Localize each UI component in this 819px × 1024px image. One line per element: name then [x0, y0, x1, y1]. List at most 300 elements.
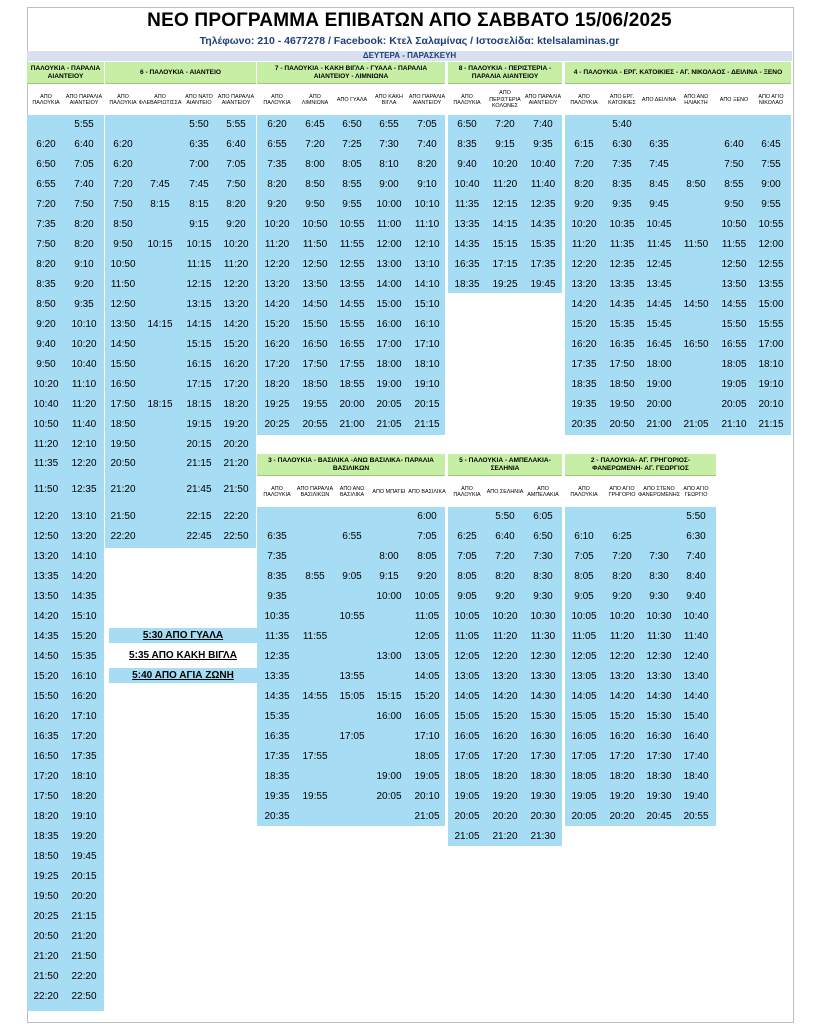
time-cell: 14:10	[414, 279, 440, 290]
time-cell: 19:30	[646, 791, 672, 802]
time-cell: 21:15	[414, 419, 440, 430]
time-cell: 7:50	[724, 159, 744, 170]
time-cell: 21:20	[33, 951, 59, 962]
column-header: ΑΠΟ ΓΥΑΛΑ	[336, 96, 368, 103]
time-cell: 9:30	[649, 591, 669, 602]
time-cell: 22:20	[33, 991, 59, 1002]
time-cell: 19:20	[223, 419, 249, 430]
time-cell: 18:55	[339, 379, 365, 390]
time-cell: 17:20	[609, 751, 635, 762]
time-cell: 16:35	[264, 731, 290, 742]
time-cell: 14:35	[609, 299, 635, 310]
time-cell: 10:20	[571, 219, 597, 230]
time-cell: 7:30	[649, 551, 669, 562]
time-cell: 9:40	[457, 159, 477, 170]
time-cell: 14:05	[454, 691, 480, 702]
time-cell: 19:40	[683, 791, 709, 802]
time-cell: 6:35	[649, 139, 669, 150]
time-cell: 14:15	[147, 319, 173, 330]
time-cell: 15:35	[264, 711, 290, 722]
time-cell: 13:55	[339, 671, 365, 682]
time-cell: 5:50	[495, 511, 515, 522]
route-header: 5 - ΠΑΛΟΥΚΙΑ - ΑΜΠΕΛΑΚΙΑ- ΣΕΛΗΝΙΑ	[448, 454, 562, 476]
time-cell: 11:00	[376, 219, 402, 230]
time-cell: 10:20	[223, 239, 249, 250]
time-cell: 8:20	[226, 199, 246, 210]
time-cell: 19:50	[110, 439, 136, 450]
note-gyala: 5:30 ΑΠΟ ΓΥΑΛΑ	[109, 628, 257, 643]
time-cell: 13:45	[646, 279, 672, 290]
time-cell: 6:00	[417, 511, 437, 522]
time-cell: 17:50	[33, 791, 59, 802]
route-header: 3 - ΠΑΛΟΥΚΙΑ - ΒΑΣΙΛΙΚΑ -ΑΝΩ ΒΑΣΙΛΙΚΑ- ΠΑΡΑΛΙΑ ΒΑΣΙΛΙΚΩΝ	[257, 454, 445, 476]
time-cell: 15:15	[376, 691, 402, 702]
time-cell: 21:45	[186, 484, 212, 495]
time-cell: 13:55	[758, 279, 784, 290]
time-cell: 9:10	[74, 259, 94, 270]
time-cell: 15:00	[758, 299, 784, 310]
time-cell: 19:05	[414, 771, 440, 782]
time-cell: 6:20	[36, 139, 56, 150]
time-cell: 19:10	[414, 379, 440, 390]
time-cell: 10:40	[454, 179, 480, 190]
route-header: 6 - ΠΑΛΟΥΚΙΑ - ΑΙΑΝΤΕΙΟ	[105, 62, 256, 84]
column-header: ΑΠΟ ΛΙΜΝΙΩΝΑ	[301, 93, 329, 106]
column-header: ΑΠΟ ΑΓΙΟ ΓΕΩΡΓΙΟ	[683, 485, 709, 498]
time-cell: 9:15	[379, 571, 399, 582]
time-cell: 8:50	[686, 179, 706, 190]
time-cell: 14:40	[683, 691, 709, 702]
column-header: ΑΠΟ ΒΑΣΙΛΙΚΑ	[408, 488, 446, 495]
time-cell: 9:10	[417, 179, 437, 190]
time-cell: 18:00	[646, 359, 672, 370]
time-cell: 14:35	[264, 691, 290, 702]
time-cell: 10:30	[530, 611, 556, 622]
time-cell: 8:15	[150, 199, 170, 210]
time-cell: 12:50	[33, 531, 59, 542]
time-cell: 9:40	[686, 591, 706, 602]
time-cell: 9:20	[226, 219, 246, 230]
column-header: ΑΠΟ ΜΠΑΤΕΙ	[372, 488, 406, 495]
time-cell: 7:40	[74, 179, 94, 190]
time-cell: 11:20	[33, 439, 59, 450]
time-cell: 11:55	[339, 239, 365, 250]
time-cell: 8:20	[495, 571, 515, 582]
time-cell: 8:20	[74, 219, 94, 230]
time-cell: 12:40	[683, 651, 709, 662]
time-cell: 17:35	[571, 359, 597, 370]
time-cell: 19:10	[758, 379, 784, 390]
time-cell: 15:20	[571, 319, 597, 330]
time-cell: 12:10	[71, 439, 97, 450]
time-cell: 22:20	[110, 531, 136, 542]
time-cell: 12:20	[609, 651, 635, 662]
time-cell: 21:05	[376, 419, 402, 430]
time-cell: 8:00	[379, 551, 399, 562]
time-cell: 21:20	[223, 458, 249, 469]
time-cell: 16:10	[71, 671, 97, 682]
time-cell: 12:20	[264, 259, 290, 270]
time-cell: 10:50	[721, 219, 747, 230]
time-cell: 13:35	[609, 279, 635, 290]
time-cell: 10:10	[71, 319, 97, 330]
time-cell: 12:55	[758, 259, 784, 270]
time-cell: 18:15	[186, 399, 212, 410]
time-cell: 7:20	[495, 119, 515, 130]
time-cell: 9:05	[457, 591, 477, 602]
time-cell: 18:00	[376, 359, 402, 370]
time-cell: 7:35	[267, 159, 287, 170]
time-cell: 7:40	[417, 139, 437, 150]
time-cell: 7:55	[761, 159, 781, 170]
time-cell: 6:25	[457, 531, 477, 542]
time-cell: 16:50	[683, 339, 709, 350]
time-cell: 6:05	[533, 511, 553, 522]
time-cell: 13:20	[71, 531, 97, 542]
time-cell: 18:50	[110, 419, 136, 430]
time-cell: 8:55	[342, 179, 362, 190]
time-cell: 7:50	[74, 199, 94, 210]
time-cell: 19:00	[376, 379, 402, 390]
time-cell: 6:50	[342, 119, 362, 130]
time-cell: 14:20	[71, 571, 97, 582]
time-cell: 10:40	[33, 399, 59, 410]
time-cell: 13:10	[71, 511, 97, 522]
time-cell: 17:05	[454, 751, 480, 762]
time-cell: 10:00	[376, 591, 402, 602]
time-cell: 12:30	[646, 651, 672, 662]
time-cell: 6:20	[113, 159, 133, 170]
time-cell: 17:20	[33, 771, 59, 782]
time-cell: 7:05	[226, 159, 246, 170]
time-cell: 16:35	[609, 339, 635, 350]
time-cell: 12:30	[530, 651, 556, 662]
time-cell: 10:20	[33, 379, 59, 390]
time-cell: 17:50	[302, 359, 328, 370]
time-cell: 20:10	[414, 791, 440, 802]
time-cell: 11:05	[571, 631, 597, 642]
time-cell: 11:50	[302, 239, 328, 250]
time-cell: 9:55	[342, 199, 362, 210]
time-cell: 14:45	[646, 299, 672, 310]
time-cell: 22:15	[186, 511, 212, 522]
time-cell: 14:30	[646, 691, 672, 702]
time-cell: 6:35	[267, 531, 287, 542]
time-cell: 9:35	[74, 299, 94, 310]
time-cell: 20:05	[454, 811, 480, 822]
time-cell: 22:20	[223, 511, 249, 522]
time-cell: 19:00	[376, 771, 402, 782]
time-cell: 15:20	[264, 319, 290, 330]
time-cell: 7:25	[342, 139, 362, 150]
time-cell: 20:20	[71, 891, 97, 902]
time-cell: 7:40	[686, 551, 706, 562]
time-cell: 13:50	[110, 319, 136, 330]
time-cell: 8:05	[417, 551, 437, 562]
time-cell: 6:55	[342, 531, 362, 542]
time-cell: 7:35	[36, 219, 56, 230]
time-cell: 20:00	[339, 399, 365, 410]
time-cell: 15:50	[33, 691, 59, 702]
time-cell: 9:55	[761, 199, 781, 210]
time-cell: 6:40	[226, 139, 246, 150]
time-cell: 18:30	[646, 771, 672, 782]
time-cell: 19:05	[571, 791, 597, 802]
time-cell: 15:10	[414, 299, 440, 310]
time-cell: 11:40	[530, 179, 556, 190]
time-cell: 12:45	[646, 259, 672, 270]
time-cell: 11:50	[110, 279, 136, 290]
time-cell: 15:20	[609, 711, 635, 722]
time-cell: 19:50	[609, 399, 635, 410]
time-cell: 15:35	[609, 319, 635, 330]
time-cell: 6:40	[74, 139, 94, 150]
time-cell: 9:20	[417, 571, 437, 582]
time-cell: 10:55	[339, 219, 365, 230]
time-cell: 6:25	[612, 531, 632, 542]
time-cell: 12:10	[414, 239, 440, 250]
time-cell: 18:50	[302, 379, 328, 390]
time-cell: 10:05	[414, 591, 440, 602]
time-cell: 13:00	[376, 259, 402, 270]
time-cell: 6:45	[761, 139, 781, 150]
time-cell: 8:20	[267, 179, 287, 190]
time-cell: 20:20	[492, 811, 518, 822]
time-cell: 15:40	[683, 711, 709, 722]
time-cell: 11:50	[683, 239, 709, 250]
time-cell: 13:00	[376, 651, 402, 662]
time-cell: 10:30	[646, 611, 672, 622]
time-cell: 20:05	[721, 399, 747, 410]
time-cell: 18:20	[33, 811, 59, 822]
time-cell: 15:35	[530, 239, 556, 250]
time-cell: 18:30	[530, 771, 556, 782]
time-cell: 15:15	[492, 239, 518, 250]
time-cell: 16:20	[571, 339, 597, 350]
time-cell: 18:10	[71, 771, 97, 782]
time-cell: 10:50	[33, 419, 59, 430]
time-cell: 11:35	[33, 458, 59, 469]
time-cell: 20:20	[609, 811, 635, 822]
time-cell: 17:35	[530, 259, 556, 270]
time-cell: 10:05	[571, 611, 597, 622]
time-cell: 16:10	[414, 319, 440, 330]
time-cell: 15:10	[71, 611, 97, 622]
time-cell: 9:50	[305, 199, 325, 210]
time-cell: 15:05	[339, 691, 365, 702]
time-cell: 6:45	[305, 119, 325, 130]
time-cell: 7:05	[574, 551, 594, 562]
column-header: ΑΠΟ ΣΕΛΗΝΙΑ	[486, 488, 524, 495]
time-cell: 16:20	[609, 731, 635, 742]
time-cell: 18:20	[264, 379, 290, 390]
column-header: ΑΠΟ ΔΕΙΛΙΝΑ	[641, 96, 677, 103]
time-cell: 9:00	[761, 179, 781, 190]
time-cell: 8:10	[379, 159, 399, 170]
time-cell: 15:50	[302, 319, 328, 330]
time-cell: 11:20	[609, 631, 635, 642]
column-header: ΑΠΟ ΠΑΛΟΥΚΙΑ	[109, 93, 137, 106]
time-cell: 7:20	[495, 551, 515, 562]
time-cell: 7:05	[457, 551, 477, 562]
time-cell: 11:55	[721, 239, 747, 250]
time-cell: 7:45	[649, 159, 669, 170]
time-cell: 6:40	[724, 139, 744, 150]
time-cell: 20:00	[646, 399, 672, 410]
time-cell: 11:20	[492, 631, 518, 642]
time-cell: 11:20	[571, 239, 597, 250]
time-cell: 14:00	[376, 279, 402, 290]
time-cell: 14:15	[186, 319, 212, 330]
time-cell: 16:05	[414, 711, 440, 722]
time-cell: 19:25	[492, 279, 518, 290]
time-cell: 12:20	[492, 651, 518, 662]
time-cell: 21:15	[71, 911, 97, 922]
time-cell: 15:20	[414, 691, 440, 702]
time-cell: 8:20	[417, 159, 437, 170]
time-cell: 6:55	[267, 139, 287, 150]
time-cell: 20:15	[71, 871, 97, 882]
time-cell: 19:35	[571, 399, 597, 410]
time-cell: 7:20	[305, 139, 325, 150]
time-cell: 19:00	[646, 379, 672, 390]
page-title: ΝΕΟ ΠΡΟΓΡΑΜΜΑ ΕΠΙΒΑΤΩΝ ΑΠΟ ΣΑΒΒΑΤΟ 15/06/2025	[147, 10, 672, 31]
time-cell: 18:50	[609, 379, 635, 390]
time-cell: 19:30	[530, 791, 556, 802]
time-cell: 14:50	[33, 651, 59, 662]
time-cell: 16:35	[33, 731, 59, 742]
time-cell: 18:10	[414, 359, 440, 370]
time-cell: 10:35	[264, 611, 290, 622]
time-cell: 8:50	[305, 179, 325, 190]
time-cell: 18:35	[33, 831, 59, 842]
time-cell: 16:30	[530, 731, 556, 742]
column-header: ΑΠΟ ΦΛΕΒΑΡΙΩΤΙΣΣΑ	[138, 93, 182, 106]
time-cell: 20:55	[683, 811, 709, 822]
time-cell: 8:50	[113, 219, 133, 230]
column-header: ΑΠΟ ΑΓΙΟ ΝΙΚΟΛΑΟ	[758, 93, 784, 106]
time-cell: 13:35	[454, 219, 480, 230]
time-cell: 7:20	[574, 159, 594, 170]
time-cell: 17:00	[376, 339, 402, 350]
time-cell: 8:05	[457, 571, 477, 582]
time-cell: 11:10	[71, 379, 97, 390]
time-cell: 18:20	[223, 399, 249, 410]
time-cell: 12:05	[571, 651, 597, 662]
time-cell: 16:05	[571, 731, 597, 742]
time-cell: 15:35	[71, 651, 97, 662]
column-header: ΑΠΟ ΕΡΓ. ΚΑΤΟΙΚΙΕΣ	[608, 93, 636, 106]
time-cell: 19:35	[264, 791, 290, 802]
time-cell: 11:35	[609, 239, 635, 250]
time-cell: 11:30	[530, 631, 556, 642]
time-cell: 19:55	[302, 791, 328, 802]
time-cell: 8:35	[612, 179, 632, 190]
time-cell: 12:05	[454, 651, 480, 662]
time-cell: 20:45	[646, 811, 672, 822]
time-cell: 18:05	[721, 359, 747, 370]
time-cell: 13:10	[414, 259, 440, 270]
time-cell: 9:20	[74, 279, 94, 290]
time-cell: 12:20	[223, 279, 249, 290]
time-cell: 13:05	[571, 671, 597, 682]
time-cell: 9:05	[574, 591, 594, 602]
note-kaki-vigla: 5:35 ΑΠΟ ΚΑΚΗ ΒΙΓΛΑ	[129, 650, 237, 661]
time-cell: 18:05	[414, 751, 440, 762]
time-cell: 16:05	[454, 731, 480, 742]
time-cell: 12:05	[414, 631, 440, 642]
time-cell: 16:50	[33, 751, 59, 762]
time-cell: 7:35	[612, 159, 632, 170]
time-cell: 20:25	[264, 419, 290, 430]
time-cell: 13:05	[414, 651, 440, 662]
time-cell: 13:20	[33, 551, 59, 562]
time-cell: 14:20	[571, 299, 597, 310]
time-cell: 15:20	[71, 631, 97, 642]
time-cell: 7:50	[113, 199, 133, 210]
route-header: ΠΑΛΟΥΚΙΑ - ΠΑΡΑΛΙΑ ΑΙΑΝΤΕΙΟΥ	[27, 62, 104, 84]
time-cell: 11:05	[414, 611, 440, 622]
time-cell: 12:35	[264, 651, 290, 662]
time-cell: 18:50	[33, 851, 59, 862]
time-cell: 17:20	[71, 731, 97, 742]
time-cell: 14:10	[71, 551, 97, 562]
time-cell: 9:15	[495, 139, 515, 150]
time-cell: 7:20	[36, 199, 56, 210]
time-cell: 19:20	[609, 791, 635, 802]
time-cell: 15:55	[339, 319, 365, 330]
time-cell: 21:50	[33, 971, 59, 982]
time-cell: 9:30	[533, 591, 553, 602]
time-cell: 21:20	[110, 484, 136, 495]
time-cell: 13:50	[302, 279, 328, 290]
time-cell: 19:15	[186, 419, 212, 430]
time-cell: 21:00	[646, 419, 672, 430]
time-cell: 20:10	[758, 399, 784, 410]
time-cell: 9:20	[495, 591, 515, 602]
time-cell: 14:35	[33, 631, 59, 642]
time-cell: 11:20	[264, 239, 290, 250]
time-cell: 6:20	[113, 139, 133, 150]
time-cell: 21:00	[339, 419, 365, 430]
time-cell: 17:20	[264, 359, 290, 370]
time-cell: 8:40	[686, 571, 706, 582]
time-cell: 22:45	[186, 531, 212, 542]
contact-line: Τηλέφωνο: 210 - 4677278 / Facebook: Κτελ Σαλαμίνας / Ιστοσελίδα: ktelsalaminas.gr	[199, 35, 620, 47]
time-cell: 8:35	[267, 571, 287, 582]
time-cell: 9:05	[342, 571, 362, 582]
time-cell: 10:40	[683, 611, 709, 622]
time-cell: 21:15	[186, 458, 212, 469]
route-header: 8 - ΠΑΛΟΥΚΙΑ - ΠΕΡΙΣΤΕΡΙΑ - ΠΑΡΑΛΙΑ ΑΙΑΝΤΕΙΟΥ	[448, 62, 562, 84]
time-cell: 7:40	[533, 119, 553, 130]
time-cell: 15:50	[721, 319, 747, 330]
time-cell: 15:20	[492, 711, 518, 722]
time-cell: 8:50	[36, 299, 56, 310]
time-cell: 19:20	[492, 791, 518, 802]
time-cell: 16:20	[71, 691, 97, 702]
time-cell: 22:50	[71, 991, 97, 1002]
time-cell: 16:15	[186, 359, 212, 370]
column-header: ΑΠΟ ΠΑΛΟΥΚΙΑ	[453, 485, 481, 498]
time-cell: 7:05	[74, 159, 94, 170]
time-cell: 13:55	[339, 279, 365, 290]
column-header: ΑΠΟ ΠΑΛΟΥΚΙΑ	[263, 93, 291, 106]
time-cell: 6:55	[36, 179, 56, 190]
time-cell: 20:50	[33, 931, 59, 942]
time-cell: 12:50	[110, 299, 136, 310]
time-cell: 8:05	[342, 159, 362, 170]
